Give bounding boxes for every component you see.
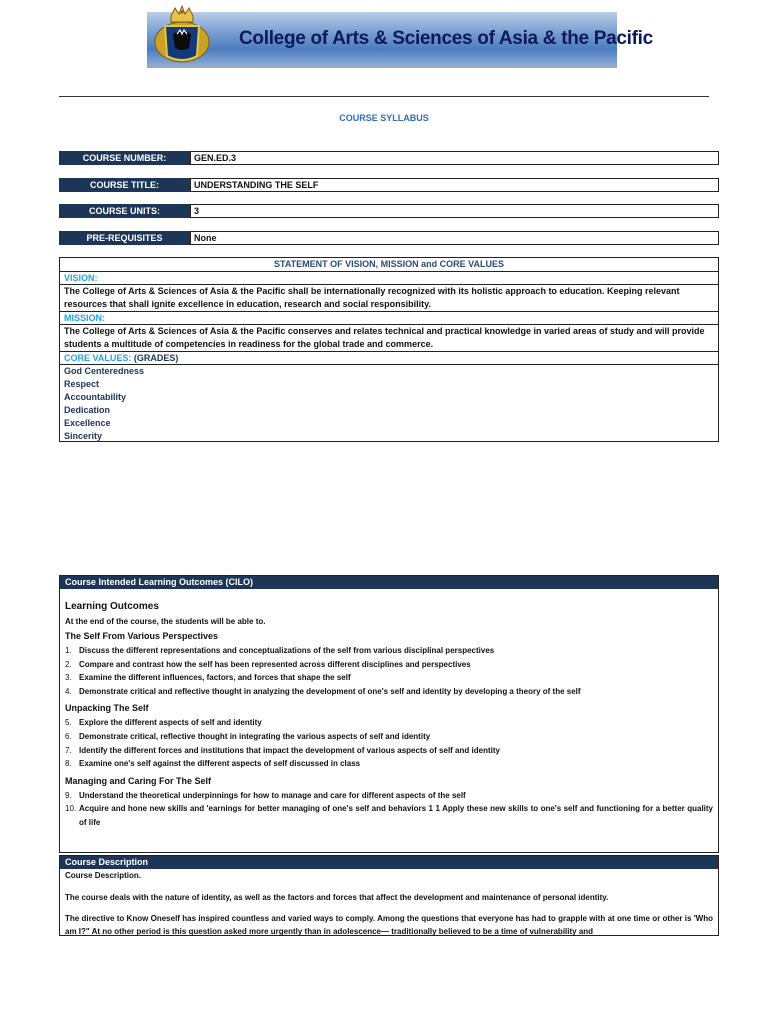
outcome-item: [65, 716, 713, 730]
core-values-label: [60, 352, 718, 365]
course-number-value: GEN.ED.3: [190, 151, 719, 165]
course-number-row: [59, 151, 719, 165]
outcome-text: Identify the different forces and institutions that impact the development of various aspects of self and identity: [79, 745, 500, 755]
course-description-body: [60, 869, 718, 936]
core-values-title: CORE VALUES:: [64, 353, 132, 363]
course-units-label: COURSE UNITS:: [59, 204, 190, 218]
outcome-text: Discuss the different representations and conceptualizations of the self from various disciplinal perspectives: [79, 646, 495, 655]
prerequisites-label: PRE-REQUISITES: [59, 231, 190, 245]
outcome-text: Examine the different influences, factors, and forces that shape the self: [79, 673, 351, 683]
outcome-number: 4.: [65, 686, 72, 696]
prerequisites-value: None: [190, 231, 719, 245]
outcome-item: [65, 757, 713, 771]
core-values-list: [60, 365, 718, 443]
outcome-number: 7.: [65, 745, 72, 755]
course-units-row: [59, 204, 719, 218]
outcome-number: 10.: [65, 804, 77, 814]
course-description-header: Course Description: [60, 856, 718, 869]
outcome-text: Compare and contrast how the self has been represented across different disciplines and perspectives: [79, 659, 471, 669]
course-title-row: [59, 178, 719, 192]
outcome-item: [65, 730, 713, 744]
vision-text: The College of Arts & Sciences of Asia & the Pacific shall be internationally recognized with its holistic approach to education. Keeping relevant resources that shall ignite excellence in education, research and social responsibility.: [60, 285, 718, 312]
core-value-item: Accountability: [64, 392, 127, 402]
outcome-text: Explore the different aspects of self and identity: [79, 718, 262, 728]
outcome-section-title: Unpacking The Self: [65, 703, 149, 714]
course-title-label: COURSE TITLE:: [59, 178, 190, 192]
outcome-number: 6.: [65, 731, 72, 741]
college-banner: [147, 12, 653, 68]
cilo-header: Course Intended Learning Outcomes (CILO): [60, 576, 718, 589]
outcome-item: [65, 685, 713, 699]
outcome-section-title: Managing and Caring For The Self: [65, 775, 212, 786]
college-name: College of Arts & Sciences of Asia & the Pacific: [239, 28, 653, 49]
core-values-grades: (GRADES): [133, 353, 179, 363]
outcome-number: 8.: [65, 759, 72, 769]
outcome-item: [65, 789, 713, 803]
vision-label: VISION:: [60, 272, 718, 285]
cilo-body: [60, 589, 718, 830]
learning-outcomes-title: Learning Outcomes: [65, 601, 159, 612]
learning-outcomes-intro: At the end of the course, the students will be able to.: [65, 617, 266, 626]
description-subheading: Course Description.: [65, 871, 142, 880]
outcome-section-title: The Self From Various Perspectives: [65, 631, 219, 641]
outcome-number: 1.: [65, 646, 72, 655]
outcome-number: 3.: [65, 673, 72, 683]
outcome-number: 2.: [65, 659, 72, 669]
outcome-item: [65, 802, 713, 829]
course-description-section: [59, 855, 719, 936]
course-title-value: UNDERSTANDING THE SELF: [190, 178, 719, 192]
cilo-section: [59, 575, 719, 853]
mission-label: MISSION:: [60, 312, 718, 325]
statement-section: [59, 257, 719, 442]
course-units-value: 3: [190, 204, 719, 218]
outcome-number: 5.: [65, 718, 72, 728]
mission-text: The College of Arts & Sciences of Asia & the Pacific conserves and relates technical and practical knowledge in varied areas of study and will provide students a multitude of competencies in readiness for the global trade and commerce.: [60, 325, 718, 352]
outcome-text: Demonstrate critical and reflective thought in analyzing the development of one's self and identity by developing a theory of the self: [79, 686, 581, 696]
prerequisites-row: [59, 231, 719, 245]
outcome-text: Examine one's self against the different aspects of self discussed in class: [79, 759, 361, 769]
description-paragraph: The course deals with the nature of identity, as well as the factors and forces that affect the development and maintenance of personal identity.: [65, 892, 609, 902]
outcome-text: Understand the theoretical underpinnings for how to manage and care for different aspects of the self: [79, 790, 466, 800]
outcome-text: Demonstrate critical, reflective thought in integrating the various aspects of self and identity: [79, 731, 431, 741]
core-value-item: Sincerity: [64, 431, 103, 441]
outcome-item: [65, 644, 713, 658]
outcome-item: [65, 671, 713, 685]
college-crest-icon: [151, 4, 213, 66]
outcome-item: [65, 744, 713, 758]
core-value-item: Excellence: [64, 418, 111, 428]
core-value-item: God Centeredness: [64, 366, 145, 376]
statement-header: STATEMENT OF VISION, MISSION and CORE VALUES: [60, 258, 718, 272]
header-divider: [59, 96, 709, 97]
core-value-item: Dedication: [64, 405, 111, 415]
page-title: COURSE SYLLABUS: [339, 113, 429, 123]
core-value-item: Respect: [64, 379, 100, 389]
outcome-number: 9.: [65, 790, 72, 800]
description-paragraph: The directive to Know Oneself has inspired countless and varied ways to comply. Among the questions that everyone has had to grapple with at one time or other is 'Who am I?" At no other period is this question asked more urgently than in adolescence— traditionally believed to be a time of vulnerability and: [65, 914, 713, 936]
outcome-text: Acquire and hone new skills and 'earnings for better managing of one's self and behaviors 1 1 Apply these new skills to one's self and functioning for a better quality of life: [79, 804, 713, 827]
course-number-label: COURSE NUMBER:: [59, 151, 190, 165]
outcome-item: [65, 658, 713, 672]
